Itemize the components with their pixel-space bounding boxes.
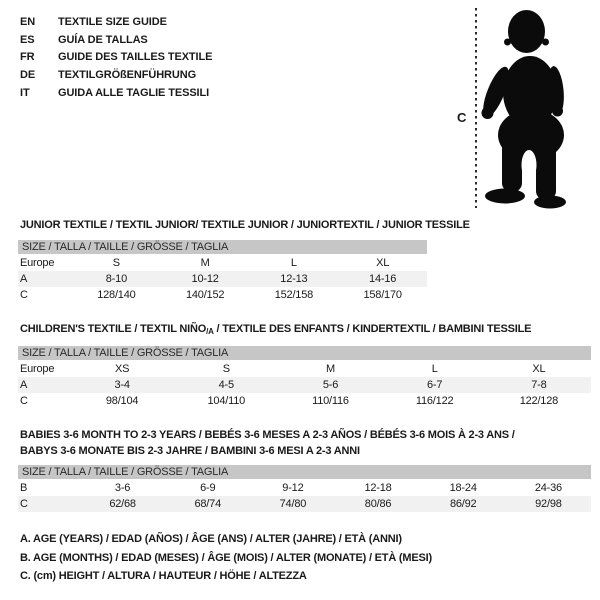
cell: 8-10 [105,273,127,285]
cell: 18-24 [449,482,477,494]
row-label: C [20,289,28,301]
cell: 14-16 [369,273,397,285]
junior-size-table [18,240,427,303]
cell: 152/158 [274,289,314,301]
cell: 80/86 [364,498,392,510]
cell: 74/80 [279,498,307,510]
row-label: A [20,379,28,391]
lang-title: GUÍA DE TALLAS [58,33,148,46]
cell: M [325,363,335,375]
lang-row-it [20,85,212,103]
lang-code: IT [20,86,30,99]
table-row [18,480,591,496]
cell: 24-36 [534,482,562,494]
lang-title: GUIDE DES TAILLES TEXTILE [58,51,213,64]
row-label: C [20,498,28,510]
table-row [18,271,427,287]
cell: S [112,257,120,269]
row-label: C [20,395,28,407]
lang-row-es [20,32,212,50]
cell: 9-12 [282,482,304,494]
size-header-bar: SIZE / TALLA / TAILLE / GRÖSSE / TAGLIA [18,240,427,254]
title-text: CHILDREN'S TEXTILE / TEXTIL NIÑO [20,323,207,335]
table-row [18,377,591,393]
cell: 98/104 [105,395,139,407]
cell: L [431,363,438,375]
cell: XL [376,257,390,269]
cell: XS [114,363,130,375]
size-header-bar: SIZE / TALLA / TAILLE / GRÖSSE / TAGLIA [18,465,591,479]
cell: 68/74 [194,498,221,510]
cell: 7-8 [531,379,547,391]
babies-table-title [20,427,515,459]
title-line-2: BABYS 3-6 MONATE BIS 2-3 JAHRE / BAMBINI 3-6 MESI A 2-3 ANNI [20,445,360,457]
cell: L [290,257,297,269]
lang-code: ES [20,33,35,46]
cell: 3-4 [114,379,130,391]
cell: 92/98 [535,498,562,510]
cell: S [222,363,230,375]
cell: 6-9 [200,482,216,494]
size-header-bar: SIZE / TALLA / TAILLE / GRÖSSE / TAGLIA [18,346,591,360]
height-measure-figure [450,0,600,215]
children-table-title [20,321,531,340]
row-label: Europe [20,363,55,375]
lang-row-de [20,67,212,85]
measurement-legend [20,530,432,586]
baby-silhouette-icon [478,10,566,209]
cell: 62/68 [109,498,136,510]
table-row [18,496,591,512]
cell: 6-7 [427,379,443,391]
cell: 140/152 [185,289,225,301]
cell: 128/140 [97,289,136,301]
lang-code: DE [20,69,36,82]
cell: 4-5 [218,379,234,391]
cell: 10-12 [191,273,219,285]
title-text: / TEXTILE DES ENFANTS / KINDERTEXTIL / BAMBINI TESSILE [213,323,532,335]
lang-row-fr [20,49,212,67]
cell: 86/92 [449,498,477,510]
cell: XL [532,363,546,375]
cell: 110/116 [312,395,349,407]
children-size-table [18,346,591,409]
table-row [18,393,591,409]
cell: 104/110 [207,395,246,407]
table-row [18,287,427,303]
row-label: Europe [20,257,55,269]
lang-code: EN [20,16,36,28]
babies-size-table [18,465,591,512]
table-row [18,255,427,271]
row-label: B [20,482,28,494]
legend-line-b: B. AGE (MONTHS) / EDAD (MESES) / ÂGE (MOIS) / ALTER (MONATE) / ETÀ (MESI) [20,551,432,564]
title-subscript: /A [206,327,214,336]
cell: 158/170 [363,289,402,301]
lang-title: TEXTILGRÖßENFÜHRUNG [58,69,197,82]
row-label: A [20,273,28,285]
cell: 122/128 [519,395,559,407]
legend-line-c: C. (cm) HEIGHT / ALTURA / HAUTEUR / HÖHE / ALTEZZA [20,570,307,582]
lang-title: TEXTILE SIZE GUIDE [58,16,167,28]
cell: 3-6 [114,482,131,494]
cell: 12-18 [364,482,392,494]
junior-table-title: JUNIOR TEXTILE / TEXTIL JUNIOR/ TEXTILE JUNIOR / JUNIORTEXTIL / JUNIOR TESSILE [20,219,470,231]
cell: 5-6 [322,379,339,391]
cell: 116/122 [415,395,454,407]
cell: M [200,257,210,269]
cell: 12-13 [280,273,308,285]
height-label: C [457,110,467,125]
lang-row-en [20,14,212,32]
table-row [18,361,591,377]
legend-line-a: A. AGE (YEARS) / EDAD (AÑOS) / ÂGE (ANS) / ALTER (JAHRE) / ETÀ (ANNI) [20,533,402,545]
lang-title: GUIDA ALLE TAGLIE TESSILI [58,86,210,99]
title-line-1: BABIES 3-6 MONTH TO 2-3 YEARS / BEBÉS 3-6 MESES A 2-3 AÑOS / BÉBÉS 3-6 MOIS À 2-3 ANS / [20,429,515,441]
lang-code: FR [20,51,35,64]
language-title-list [20,14,212,103]
